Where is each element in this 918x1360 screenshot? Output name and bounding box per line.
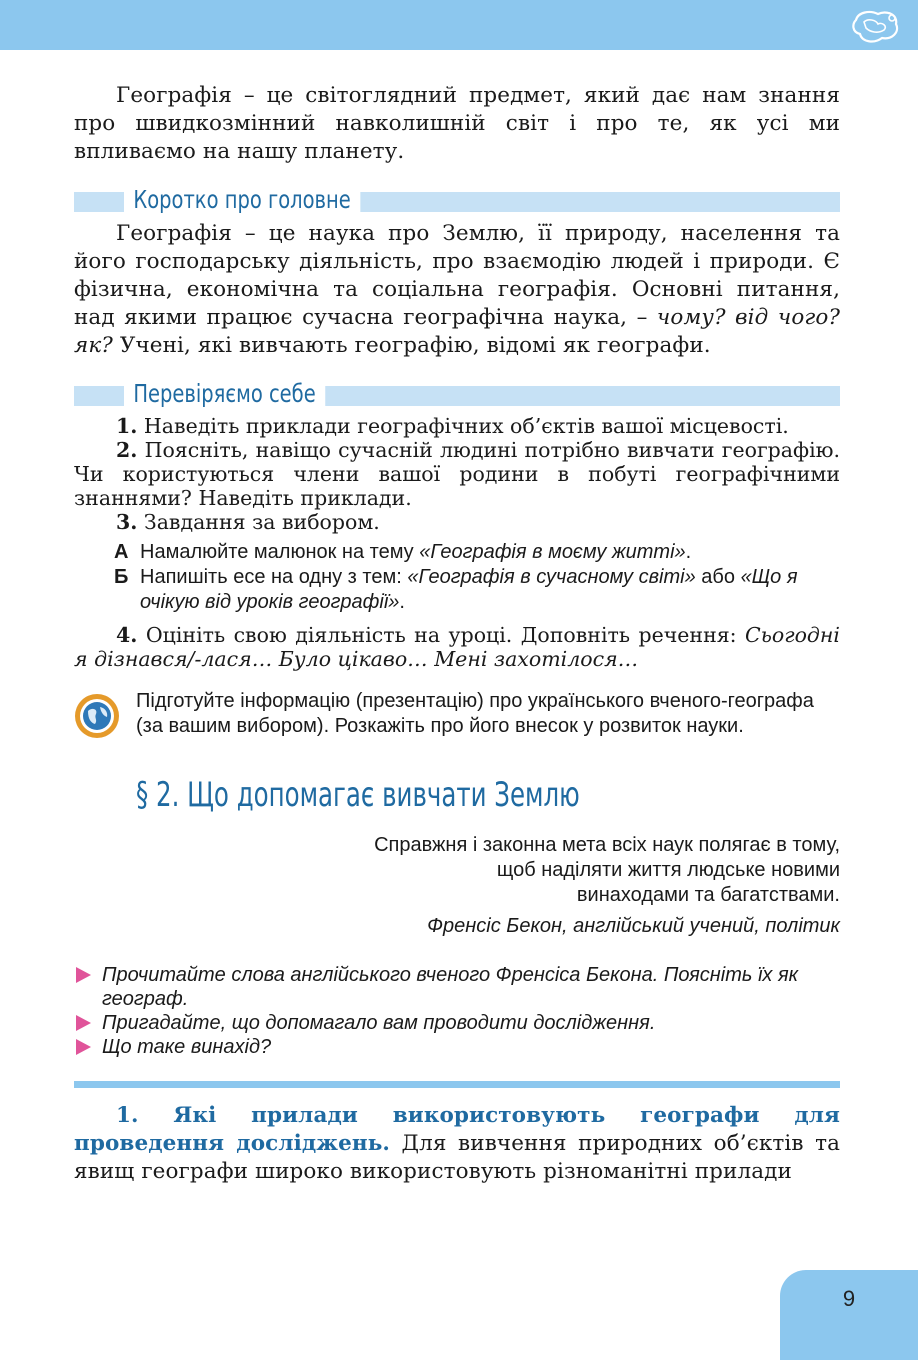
summary-heading: Коротко про головне (124, 182, 360, 218)
epigraph-line: винаходами та багатствами. (576, 884, 840, 906)
option-b (74, 565, 840, 615)
prompt-text: Що таке винахід? (102, 1036, 272, 1058)
warmup-prompts (74, 963, 840, 1059)
divider (74, 1081, 840, 1088)
epigraph (74, 833, 840, 939)
summary-paragraph (74, 220, 840, 360)
option-text: Намалюйте малюнок на тему (140, 541, 420, 563)
project-task (74, 689, 840, 739)
option-letter: Б (114, 566, 129, 588)
summary-text-b: Учені, які вивчають географію, відомі як географи. (112, 333, 711, 358)
section-1-title: 1. Які прилади використовують географи для проведення досліджень. (74, 1103, 840, 1156)
summary-heading-block (74, 186, 840, 216)
question-number: 3. (116, 510, 138, 534)
list-item (74, 963, 840, 1011)
triangle-bullet-icon (76, 1039, 91, 1055)
summary-text-a: Географія – це наука про Землю, її природу, населення та його господарську діяльність, про взаємодію людей і природи. Є фізична, економічна та соціальна географія. Основні питання, над якими працює сучасна географічна наука, – (74, 221, 840, 330)
question-1 (74, 414, 840, 438)
epigraph-author: Френсіс Бекон, англійський учений, політик (427, 915, 840, 937)
question-number: 4. (116, 623, 138, 647)
prompt-text: Прочитайте слова англійського вченого Френсіса Бекона. Поясніть їх як географ. (102, 964, 799, 1010)
option-a (74, 540, 840, 565)
top-header-bar (0, 0, 918, 50)
page-content (74, 82, 840, 1186)
question-text: Завдання за вибором. (137, 510, 380, 534)
globe-icon (74, 693, 120, 739)
option-letter: А (114, 541, 129, 563)
option-text: Напишіть есе на одну з тем: (140, 566, 408, 588)
question-3 (74, 510, 840, 534)
triangle-bullet-icon (76, 967, 91, 983)
map-logo-icon (848, 6, 904, 48)
question-text: Оцініть свою діяльність на уроці. Доповніть речення: (137, 623, 746, 647)
list-item (74, 1035, 840, 1059)
intro-paragraph: Географія – це світоглядний предмет, який дає нам знання про швидкозмінний навколишній світ і про те, як усі ми впливаємо на нашу планету. (74, 83, 840, 164)
page-number: 9 (780, 1270, 918, 1360)
project-text: Підготуйте інформацію (презентацію) про українського вченого-географа (за вашим вибором). Розкажіть про його внесок у розвиток науки. (136, 690, 814, 737)
summary-questions: чому? від чого? як? (74, 305, 840, 358)
question-2 (74, 438, 840, 510)
option-or: або (695, 566, 741, 588)
triangle-bullet-icon (76, 1015, 91, 1031)
prompt-text: Пригадайте, що допомагало вам проводити дослідження. (102, 1012, 656, 1034)
question-4 (74, 623, 840, 671)
section-1-text: Для вивчення природних об’єктів та явищ географи широко використовують різноманітні прилади (74, 1131, 840, 1184)
selfcheck-heading-block (74, 380, 840, 410)
question-text: Наведіть приклади географічних об’єктів вашої місцевості. (137, 414, 789, 438)
option-end: . (685, 541, 692, 563)
question-sentences: Сьогодні я дізнався/-лася… Було цікаво… Мені захотілося… (74, 623, 840, 671)
section-1-paragraph (74, 1102, 840, 1186)
option-end: . (399, 591, 405, 613)
question-text: Поясніть, навіщо сучасній людині потрібно вивчати географію. Чи користуються члени вашої родини в побуті географічними знаннями? Наведіть приклади. (74, 438, 840, 510)
selfcheck-heading: Перевіряємо себе (124, 376, 325, 412)
question-number: 1. (116, 414, 138, 438)
list-item (74, 1011, 840, 1035)
option-topic: «Географія в моєму житті» (419, 541, 686, 563)
option-topic: «Що я очікую від уроків географії» (140, 566, 798, 613)
option-topic: «Географія в сучасному світі» (407, 566, 696, 588)
paragraph-title: § 2. Що допомагає вивчати Землю (136, 775, 580, 815)
epigraph-line: Справжня і законна мета всіх наук полягає в тому, (374, 834, 840, 856)
question-number: 2. (116, 438, 138, 462)
epigraph-line: щоб наділяти життя людське новими (496, 859, 840, 881)
